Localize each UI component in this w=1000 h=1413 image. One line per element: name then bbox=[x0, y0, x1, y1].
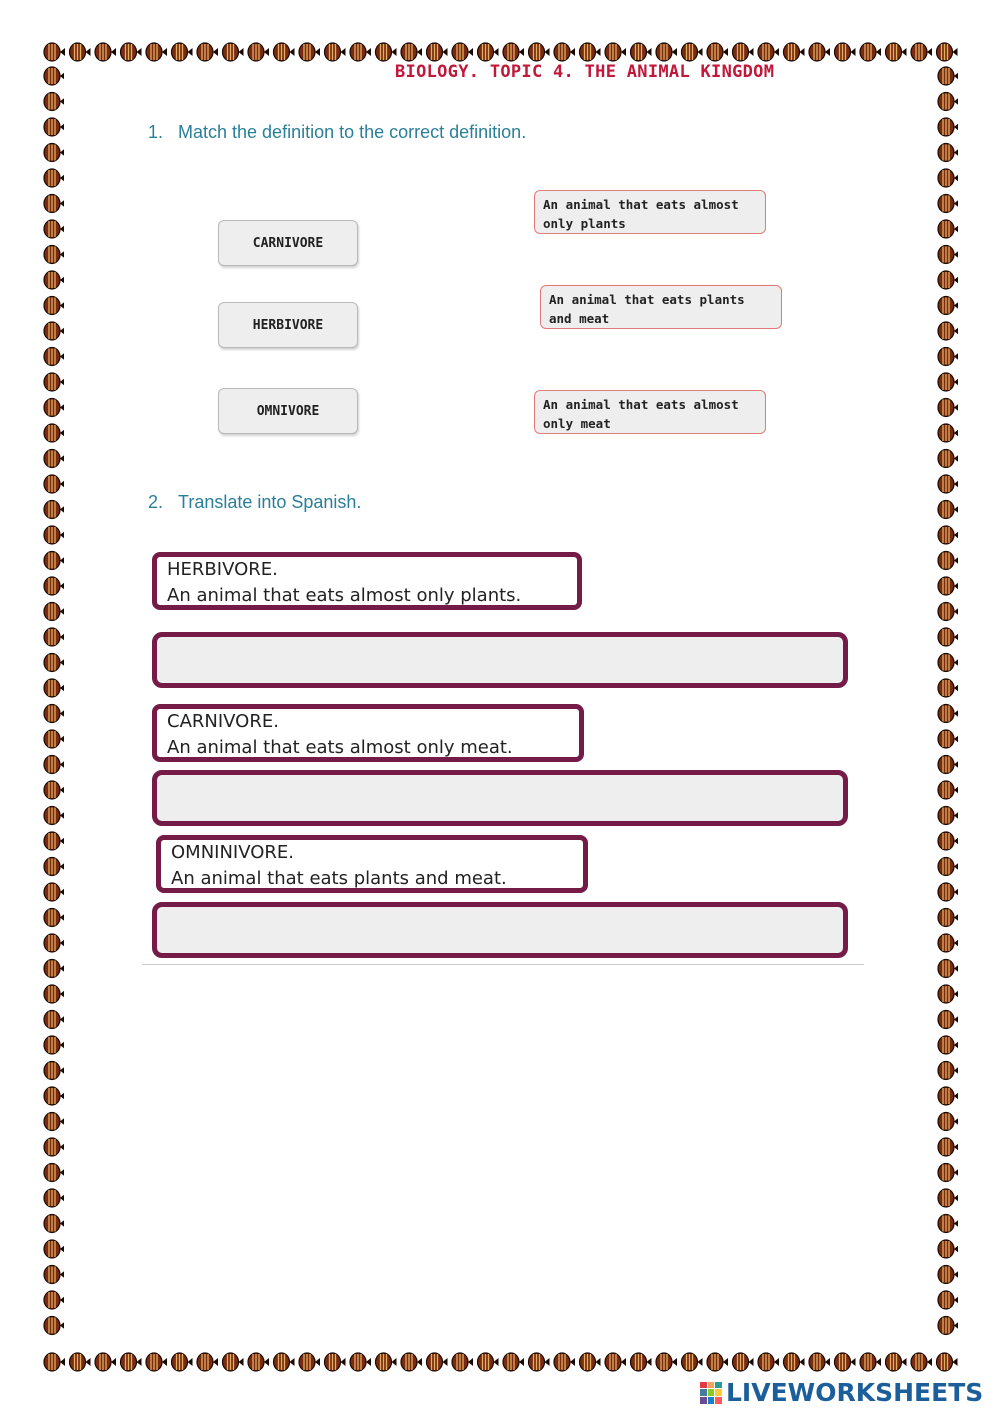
fish-icon bbox=[44, 756, 64, 774]
fish-icon bbox=[44, 858, 64, 876]
fish-icon bbox=[376, 1353, 397, 1371]
answer-input-omnivore[interactable] bbox=[169, 907, 835, 955]
fish-icon bbox=[938, 1291, 958, 1309]
fish-icon bbox=[554, 1353, 575, 1371]
fish-icon bbox=[938, 654, 958, 672]
fish-icon bbox=[44, 501, 64, 519]
fish-icon bbox=[682, 1353, 703, 1371]
fish-icon bbox=[656, 1353, 677, 1371]
fish-icon bbox=[938, 424, 958, 442]
fish-icon bbox=[938, 399, 958, 417]
fish-icon bbox=[529, 43, 550, 61]
fish-icon bbox=[938, 1113, 958, 1131]
fish-icon bbox=[938, 1036, 958, 1054]
fish-icon bbox=[146, 43, 167, 61]
fish-icon bbox=[172, 1353, 193, 1371]
fish-icon bbox=[554, 43, 575, 61]
fish-icon bbox=[376, 43, 397, 61]
fish-icon bbox=[860, 43, 881, 61]
fish-icon bbox=[938, 1062, 958, 1080]
fish-icon bbox=[911, 1353, 932, 1371]
fish-icon bbox=[478, 1353, 499, 1371]
fish-icon bbox=[938, 883, 958, 901]
fish-icon bbox=[503, 43, 524, 61]
question-number: 2. bbox=[148, 492, 164, 512]
fish-icon bbox=[860, 1353, 881, 1371]
term-box-herbivore[interactable]: HERBIVORE bbox=[218, 302, 358, 348]
fish-icon bbox=[350, 43, 371, 61]
fish-icon bbox=[44, 1189, 64, 1207]
fish-icon bbox=[605, 1353, 626, 1371]
fish-icon bbox=[44, 526, 64, 544]
fish-icon bbox=[44, 1353, 65, 1371]
fish-icon bbox=[44, 1291, 64, 1309]
fish-icon bbox=[44, 1011, 64, 1029]
fish-icon bbox=[938, 1011, 958, 1029]
fish-icon bbox=[44, 1215, 64, 1233]
fish-icon bbox=[938, 909, 958, 927]
fish-icon bbox=[44, 628, 64, 646]
fish-icon bbox=[44, 1113, 64, 1131]
fish-icon bbox=[121, 43, 142, 61]
fish-icon bbox=[733, 1353, 754, 1371]
fish-icon bbox=[44, 43, 65, 61]
fish-icon bbox=[44, 985, 64, 1003]
answer-field-carnivore[interactable] bbox=[152, 770, 848, 826]
fish-icon bbox=[44, 220, 64, 238]
fish-icon bbox=[809, 1353, 830, 1371]
fish-icon bbox=[682, 43, 703, 61]
fish-icon bbox=[197, 43, 218, 61]
fish-icon bbox=[938, 807, 958, 825]
fish-icon bbox=[733, 43, 754, 61]
fish-icon bbox=[938, 705, 958, 723]
fish-icon bbox=[44, 1240, 64, 1258]
fish-icon bbox=[44, 654, 64, 672]
fish-icon bbox=[427, 43, 448, 61]
question-1-heading bbox=[148, 122, 526, 143]
fish-icon bbox=[95, 43, 116, 61]
fish-icon bbox=[503, 1353, 524, 1371]
fish-icon bbox=[248, 1353, 269, 1371]
definition-card-carnivore bbox=[152, 704, 584, 762]
fish-icon bbox=[44, 246, 64, 264]
card-definition: An animal that eats plants and meat. bbox=[171, 868, 507, 889]
fish-icon bbox=[325, 1353, 346, 1371]
definition-box-meat[interactable]: An animal that eats almost only meat bbox=[534, 390, 766, 434]
fish-icon bbox=[44, 144, 64, 162]
fish-icon bbox=[938, 858, 958, 876]
fish-icon bbox=[938, 195, 958, 213]
fish-icon bbox=[938, 756, 958, 774]
fish-icon bbox=[44, 93, 64, 111]
fish-icon bbox=[146, 1353, 167, 1371]
fish-icon bbox=[938, 730, 958, 748]
fish-icon bbox=[44, 909, 64, 927]
fish-icon bbox=[44, 399, 64, 417]
question-text: Translate into Spanish. bbox=[178, 492, 362, 512]
fish-icon bbox=[401, 1353, 422, 1371]
question-number: 1. bbox=[148, 122, 164, 142]
fish-icon bbox=[197, 1353, 218, 1371]
fish-icon bbox=[886, 43, 907, 61]
card-definition: An animal that eats almost only meat. bbox=[167, 737, 513, 758]
fish-icon bbox=[44, 960, 64, 978]
divider bbox=[142, 964, 864, 965]
definition-box-plants[interactable]: An animal that eats almost only plants bbox=[534, 190, 766, 234]
fish-icon bbox=[44, 118, 64, 136]
liveworksheets-logo-icon bbox=[700, 1382, 722, 1404]
answer-field-herbivore[interactable] bbox=[152, 632, 848, 688]
fish-icon bbox=[44, 1036, 64, 1054]
fish-icon bbox=[938, 501, 958, 519]
fish-icon bbox=[938, 985, 958, 1003]
fish-icon bbox=[172, 43, 193, 61]
fish-icon bbox=[401, 43, 422, 61]
fish-border-right bbox=[934, 64, 958, 1350]
fish-icon bbox=[44, 603, 64, 621]
fish-icon bbox=[938, 169, 958, 187]
fish-icon bbox=[44, 1138, 64, 1156]
fish-icon bbox=[605, 43, 626, 61]
fish-icon bbox=[529, 1353, 550, 1371]
fish-icon bbox=[938, 93, 958, 111]
question-text: Match the definition to the correct definition. bbox=[178, 122, 527, 142]
term-box-omnivore[interactable]: OMNIVORE bbox=[218, 388, 358, 434]
fish-icon bbox=[452, 43, 473, 61]
fish-icon bbox=[44, 1266, 64, 1284]
question-2-heading bbox=[148, 492, 361, 513]
fish-icon bbox=[44, 271, 64, 289]
fish-icon bbox=[938, 1240, 958, 1258]
fish-icon bbox=[938, 220, 958, 238]
fish-icon bbox=[938, 322, 958, 340]
definition-card-omnivore bbox=[156, 835, 588, 893]
fish-icon bbox=[938, 373, 958, 391]
fish-icon bbox=[707, 43, 728, 61]
fish-icon bbox=[44, 67, 64, 85]
fish-icon bbox=[44, 297, 64, 315]
fish-icon bbox=[70, 1353, 91, 1371]
fish-icon bbox=[44, 577, 64, 595]
fish-border-bottom bbox=[40, 1350, 960, 1374]
fish-icon bbox=[938, 679, 958, 697]
fish-icon bbox=[911, 43, 932, 61]
fish-icon bbox=[938, 144, 958, 162]
fish-icon bbox=[44, 450, 64, 468]
fish-icon bbox=[938, 246, 958, 264]
fish-icon bbox=[631, 1353, 652, 1371]
fish-icon bbox=[938, 1266, 958, 1284]
definition-box-plants-and-meat[interactable]: An animal that eats plants and meat bbox=[540, 285, 782, 329]
card-term: CARNIVORE. bbox=[167, 711, 279, 732]
fish-icon bbox=[299, 1353, 320, 1371]
card-definition: An animal that eats almost only plants. bbox=[167, 585, 522, 606]
fish-icon bbox=[95, 1353, 116, 1371]
fish-icon bbox=[938, 934, 958, 952]
fish-icon bbox=[938, 67, 958, 85]
fish-icon bbox=[44, 373, 64, 391]
fish-icon bbox=[44, 883, 64, 901]
fish-icon bbox=[44, 679, 64, 697]
fish-icon bbox=[938, 1087, 958, 1105]
fish-icon bbox=[938, 475, 958, 493]
fish-icon bbox=[248, 43, 269, 61]
fish-icon bbox=[938, 348, 958, 366]
fish-icon bbox=[325, 43, 346, 61]
fish-icon bbox=[274, 1353, 295, 1371]
fish-icon bbox=[938, 1215, 958, 1233]
fish-icon bbox=[707, 1353, 728, 1371]
fish-icon bbox=[44, 1164, 64, 1182]
fish-icon bbox=[44, 1087, 64, 1105]
worksheet-title: BIOLOGY. TOPIC 4. THE ANIMAL KINGDOM bbox=[395, 62, 775, 82]
fish-icon bbox=[44, 807, 64, 825]
card-term: OMNINIVORE. bbox=[171, 842, 295, 863]
fish-icon bbox=[938, 1138, 958, 1156]
fish-icon bbox=[938, 271, 958, 289]
fish-icon bbox=[938, 603, 958, 621]
fish-icon bbox=[835, 43, 856, 61]
fish-icon bbox=[835, 1353, 856, 1371]
fish-icon bbox=[44, 1062, 64, 1080]
fish-icon bbox=[44, 781, 64, 799]
fish-icon bbox=[44, 1317, 64, 1335]
fish-icon bbox=[44, 730, 64, 748]
fish-icon bbox=[44, 552, 64, 570]
answer-input-carnivore[interactable] bbox=[169, 775, 835, 823]
fish-icon bbox=[938, 450, 958, 468]
fish-icon bbox=[580, 1353, 601, 1371]
fish-icon bbox=[44, 832, 64, 850]
fish-border-left bbox=[40, 64, 64, 1350]
fish-icon bbox=[784, 1353, 805, 1371]
fish-icon bbox=[44, 195, 64, 213]
fish-icon bbox=[223, 1353, 244, 1371]
fish-icon bbox=[580, 43, 601, 61]
fish-icon bbox=[758, 43, 779, 61]
fish-icon bbox=[44, 475, 64, 493]
fish-icon bbox=[938, 1189, 958, 1207]
fish-icon bbox=[938, 552, 958, 570]
fish-icon bbox=[938, 1164, 958, 1182]
fish-icon bbox=[937, 43, 958, 61]
fish-icon bbox=[350, 1353, 371, 1371]
fish-icon bbox=[44, 705, 64, 723]
fish-icon bbox=[938, 526, 958, 544]
fish-icon bbox=[758, 1353, 779, 1371]
fish-icon bbox=[427, 1353, 448, 1371]
fish-icon bbox=[44, 934, 64, 952]
definition-card-herbivore bbox=[152, 552, 582, 610]
fish-icon bbox=[937, 1353, 958, 1371]
fish-icon bbox=[121, 1353, 142, 1371]
fish-icon bbox=[656, 43, 677, 61]
fish-icon bbox=[44, 322, 64, 340]
fish-icon bbox=[938, 960, 958, 978]
fish-icon bbox=[70, 43, 91, 61]
fish-icon bbox=[938, 832, 958, 850]
fish-icon bbox=[44, 348, 64, 366]
fish-icon bbox=[938, 1317, 958, 1335]
fish-icon bbox=[478, 43, 499, 61]
fish-icon bbox=[44, 169, 64, 187]
answer-input-herbivore[interactable] bbox=[169, 637, 835, 685]
brand-name: LIVEWORKSHEETS bbox=[726, 1378, 984, 1407]
fish-icon bbox=[938, 118, 958, 136]
fish-icon bbox=[938, 628, 958, 646]
fish-icon bbox=[784, 43, 805, 61]
answer-field-omnivore[interactable] bbox=[152, 902, 848, 958]
card-term: HERBIVORE. bbox=[167, 559, 278, 580]
term-box-carnivore[interactable]: CARNIVORE bbox=[218, 220, 358, 266]
fish-icon bbox=[631, 43, 652, 61]
fish-icon bbox=[299, 43, 320, 61]
fish-icon bbox=[274, 43, 295, 61]
fish-icon bbox=[223, 43, 244, 61]
fish-icon bbox=[44, 424, 64, 442]
fish-icon bbox=[938, 577, 958, 595]
fish-icon bbox=[809, 43, 830, 61]
fish-icon bbox=[938, 297, 958, 315]
fish-icon bbox=[886, 1353, 907, 1371]
liveworksheets-logo bbox=[700, 1378, 983, 1407]
fish-icon bbox=[452, 1353, 473, 1371]
fish-border-top bbox=[40, 40, 960, 64]
fish-icon bbox=[938, 781, 958, 799]
